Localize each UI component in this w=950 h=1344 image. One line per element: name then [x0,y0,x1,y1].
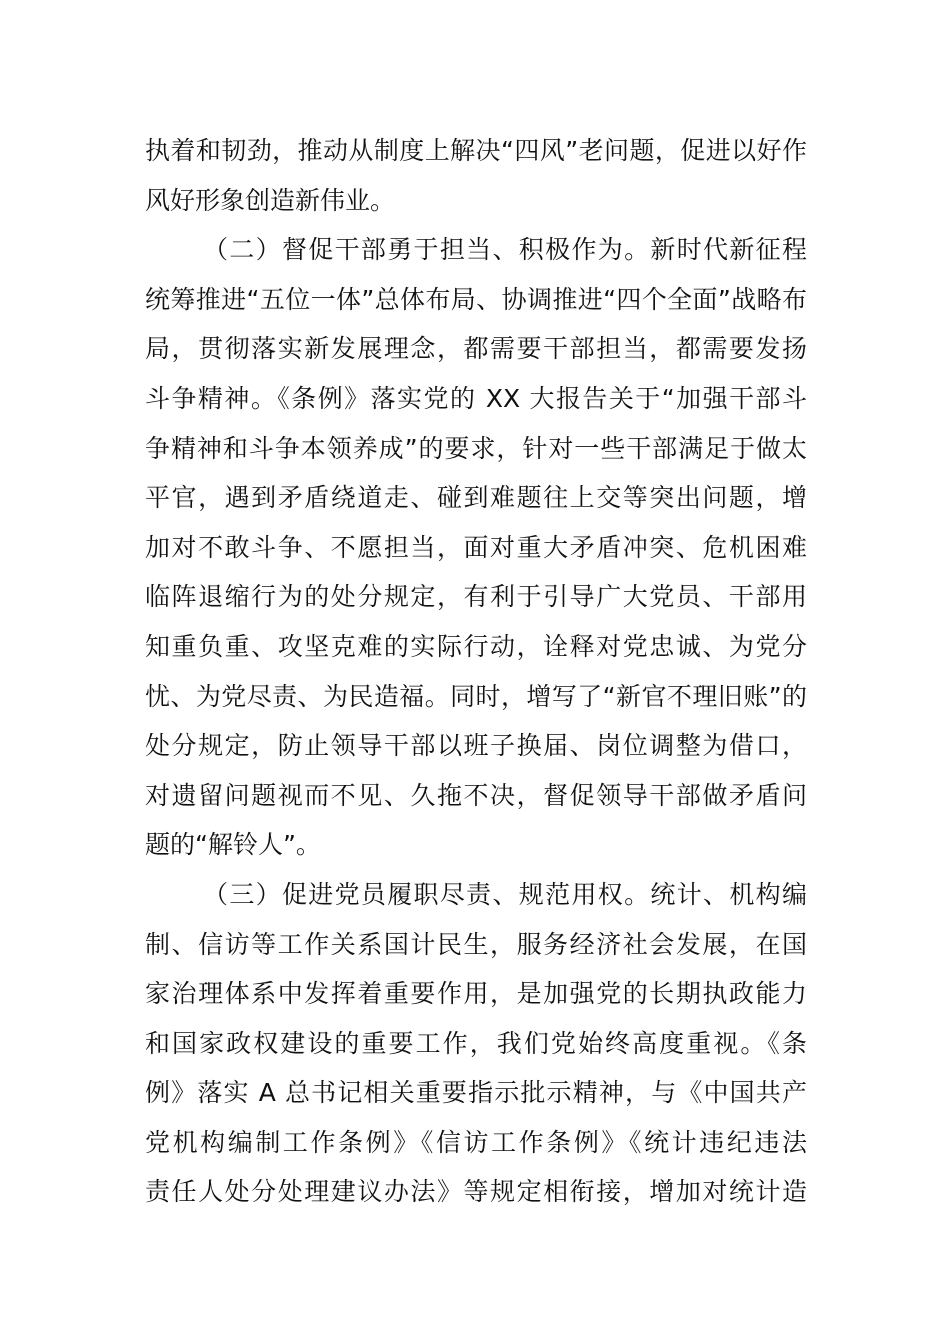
text-line: 家治理体系中发挥着重要作用，是加强党的长期执政能力 [145,979,807,1009]
text-line: 题的“解铃人”。 [145,830,321,860]
text-line: 斗争精神。《条例》落实党的 XX 大报告关于“加强干部斗 [145,383,807,413]
text-line: 党机构编制工作条例》《信访工作条例》《统计违纪违法 [145,1127,807,1157]
text-line: 例》落实 A 总书记相关重要指示批示精神，与《中国共产 [145,1078,807,1108]
text-line: 争精神和斗争本领养成”的要求，针对一些干部满足于做太 [145,433,807,463]
text-line: 风好形象创造新伟业。 [145,185,396,215]
text-line: 平官，遇到矛盾绕道走、碰到难题往上交等突出问题，增 [145,483,807,513]
text-line: 临阵退缩行为的处分规定，有利于引导广大党员、干部用 [145,582,807,612]
text-line: 对遗留问题视而不见、久拖不决，督促领导干部做矛盾问 [145,780,807,810]
text-line: 处分规定，防止领导干部以班子换届、岗位调整为借口， [145,731,807,761]
text-line: 局，贯彻落实新发展理念，都需要干部担当，都需要发扬 [145,334,807,364]
document-body [145,126,807,1217]
text-line: 知重负重、攻坚克难的实际行动，诠释对党忠诚、为党分 [145,631,807,661]
text-line: 执着和韧劲，推动从制度上解决“四风”老问题，促进以好作 [145,136,807,165]
paragraph-first-line: （二）督促干部勇于担当、积极作为。新时代新征程 [203,235,807,265]
text-line: 和国家政权建设的重要工作，我们党始终高度重视。《条 [145,1028,807,1058]
text-line: 统筹推进“五位一体”总体布局、协调推进“四个全面”战略布 [145,284,807,314]
text-line: 责任人处分处理建议办法》等规定相衔接，增加对统计造 [145,1177,807,1207]
paragraph-first-line: （三）促进党员履职尽责、规范用权。统计、机构编 [203,879,807,909]
text-line: 加对不敢斗争、不愿担当，面对重大矛盾冲突、危机困难 [145,532,807,562]
text-line: 忧、为党尽责、为民造福。同时，增写了“新官不理旧账”的 [145,681,807,711]
text-line: 制、信访等工作关系国计民生，服务经济社会发展，在国 [145,929,807,959]
